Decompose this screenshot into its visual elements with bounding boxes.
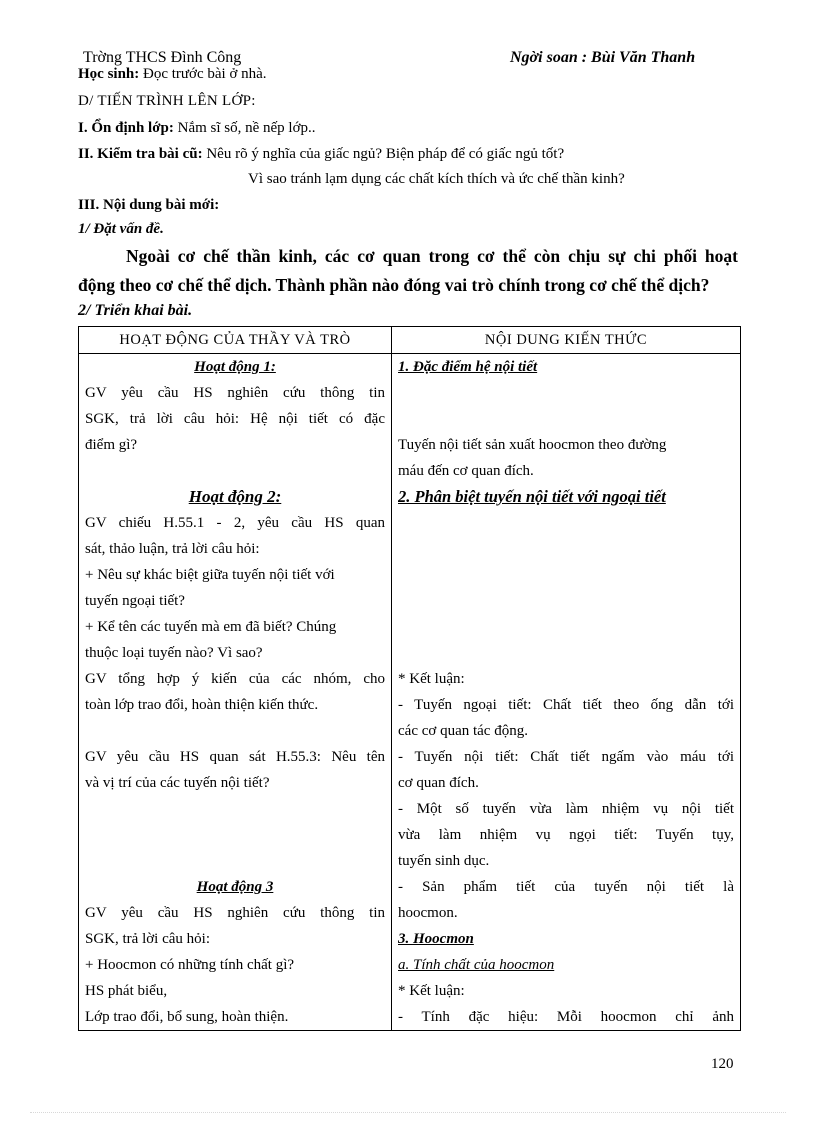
activity-line: và vị trí của các tuyến nội tiết? [85,775,270,791]
activity-line: GV yêu cầu HS quan sát H.55.3: Nêu tên [85,749,385,765]
activity-line: Lớp trao đổi, bổ sung, hoàn thiện. [85,1009,289,1025]
spacer [85,458,385,484]
activity-line: HS phát biểu, [85,983,168,999]
activity-line: GV yêu cầu HS nghiên cứu thông tin [85,905,385,921]
header-knowledge-content: NỘI DUNG KIẾN THỨC [392,327,741,354]
content-line: - Tuyến nội tiết: Chất tiết ngấm vào máu tới [398,749,734,765]
section-1-label: I. Ổn định lớp: [78,120,174,136]
activity-line: + Nêu sự khác biệt giữa tuyến nội tiết với [85,567,335,583]
activity-line: + Hoocmon có những tính chất gì? [85,957,295,973]
activity-line: GV chiếu H.55.1 - 2, yêu cầu HS quan [85,515,385,531]
content-column [392,354,741,1031]
spacer [398,406,734,432]
table-header-row [79,327,741,354]
activity-line: GV tổng hợp ý kiến của các nhóm, cho [85,671,385,687]
prep-text: Đọc trước bài ở nhà. [139,66,267,82]
section-2-text-2: Vì sao tránh lạm dụng các chất kích thích và ức chế thần kinh? [248,171,625,187]
content-line: * Kết luận: [398,983,465,999]
header-teacher-student-activities: HOẠT ĐỘNG CỦA THẦY VÀ TRÒ [79,327,392,354]
spacer [85,796,385,822]
activity-1-title: Hoạt động 1: [194,359,276,375]
spacer [398,588,734,614]
section-1-text: Nắm sĩ số, nề nếp lớp.. [173,120,316,136]
content-line: - Sản phẩm tiết của tuyến nội tiết là [398,879,734,895]
table-body-row [79,354,741,1031]
content-line: - Tính đặc hiệu: Mỗi hoocmon chỉ ảnh [398,1009,734,1025]
content-line: các cơ quan tác động. [398,723,528,739]
content-line: máu đến cơ quan đích. [398,463,534,479]
activity-3-title: Hoạt động 3 [196,879,274,895]
section-2-label: II. Kiểm tra bài cũ: [78,146,203,162]
page-number: 120 [711,1056,734,1072]
activity-line: + Kể tên các tuyến mà em đã biết? Chúng [85,619,337,635]
spacer [398,562,734,588]
section-2-title: 2. Phân biệt tuyến nội tiết với ngoại tiết [398,487,666,506]
section-1-line [78,120,316,137]
author-name: Ngời soan : Bùi Văn Thanh [510,49,696,66]
activity-line: SGK, trả lời câu hỏi: Hệ nội tiết có đặc [85,411,385,427]
content-line: hoocmon. [398,905,458,921]
content-line: Tuyến nội tiết sản xuất hoocmon theo đường [398,437,667,453]
school-name: Trờng THCS Đình Công [83,49,242,66]
spacer [85,848,385,874]
prep-label: Học sinh: [78,66,140,82]
activities-column [79,354,392,1031]
section-1-title: 1. Đặc điểm hệ nội tiết [398,359,538,375]
intro-line-2: động theo cơ chế thể dịch. Thành phần nào đóng vai trò chính trong cơ chế thể dịch? [78,275,710,295]
activity-line: sát, thảo luận, trả lời câu hỏi: [85,541,260,557]
section-2-text: Nêu rõ ý nghĩa của giấc ngủ? Biện pháp để có giấc ngủ tốt? [202,146,565,162]
lesson-table [78,326,741,1031]
section-2-line [78,146,564,163]
content-line: * Kết luận: [398,671,465,687]
activity-line: GV yêu cầu HS nghiên cứu thông tin [85,385,385,401]
content-line: - Tuyến ngoại tiết: Chất tiết theo ống dẫn tới [398,697,734,713]
activity-line: tuyến ngoại tiết? [85,593,185,609]
activity-line: thuộc loại tuyến nào? Vì sao? [85,645,263,661]
subsection-2-heading: 2/ Triển khai bài. [78,302,193,319]
activity-line: toàn lớp trao đổi, hoàn thiện kiến thức. [85,697,319,713]
spacer [398,640,734,666]
content-line: tuyến sinh dục. [398,853,490,869]
content-line: cơ quan đích. [398,775,479,791]
section-d-heading: D/ TIẾN TRÌNH LÊN LỚP: [78,93,256,109]
section-3-heading: III. Nội dung bài mới: [78,197,220,213]
activity-line: điểm gì? [85,437,138,453]
subsection-a-title: a. Tính chất của hoocmon [398,957,555,973]
content-line: vừa làm nhiệm vụ ngọi tiết: Tuyến tụy, [398,827,734,843]
content-line: - Một số tuyến vừa làm nhiệm vụ nội tiết [398,801,734,817]
footer-divider [30,1112,786,1113]
spacer [398,614,734,640]
activity-2-title: Hoạt động 2: [188,487,282,506]
intro-line-1: Ngoài cơ chế thần kinh, các cơ quan trong cơ thể còn chịu sự chi phối hoạt [126,246,738,266]
spacer [398,510,734,536]
activity-line: SGK, trả lời câu hỏi: [85,931,210,947]
spacer [398,380,734,406]
spacer [85,718,385,744]
prep-line [78,66,267,83]
subsection-1-heading: 1/ Đặt vấn đề. [78,221,164,237]
section-3-title: 3. Hoocmon [398,931,474,947]
intro-paragraph [78,242,738,300]
spacer [85,822,385,848]
spacer [398,536,734,562]
